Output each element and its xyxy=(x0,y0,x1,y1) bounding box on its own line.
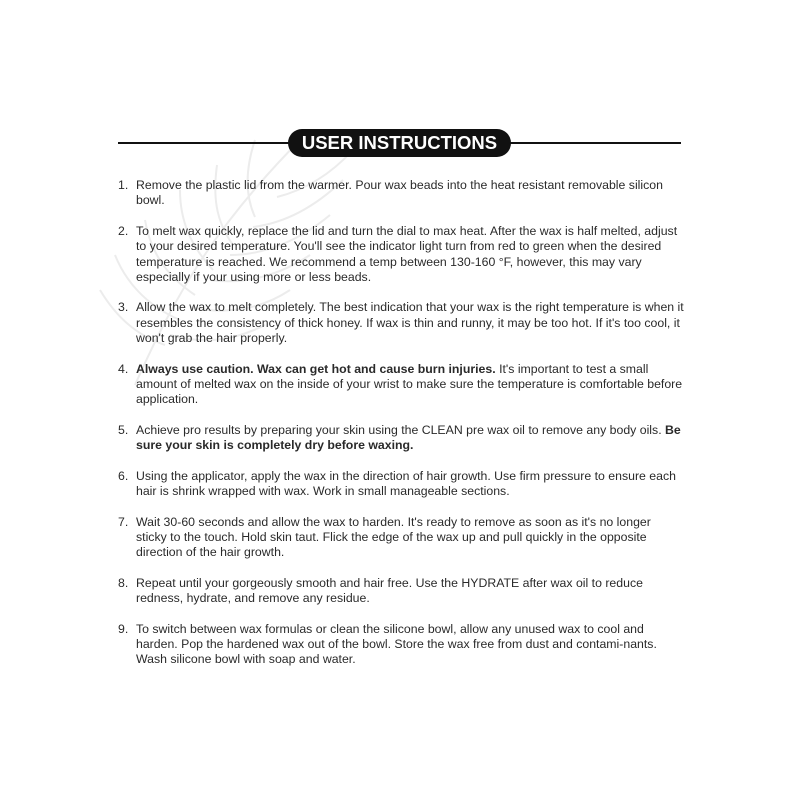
header-rule-left xyxy=(118,142,298,144)
instruction-number: 9. xyxy=(118,621,129,636)
instruction-text xyxy=(136,576,643,605)
instruction-text xyxy=(136,469,676,498)
instruction-body: Wait 30-60 seconds and allow the wax to harden. It's ready to remove as soon as it's no longer sticky to the touch. Hold skin taut. Flick the edge of the wax up and pull quickly in the opposite direction of the hair growth. xyxy=(136,514,651,560)
instruction-tail-bold: Be sure your skin is completely dry before waxing. xyxy=(136,422,681,453)
instruction-text xyxy=(136,178,663,207)
instruction-item xyxy=(118,469,684,500)
instruction-text xyxy=(136,423,681,452)
instruction-body: Achieve pro results by preparing your skin using the CLEAN pre wax oil to remove any body oils. xyxy=(136,422,666,437)
instruction-text xyxy=(136,224,677,284)
instruction-item xyxy=(118,300,684,346)
instruction-list xyxy=(118,178,684,683)
instruction-text xyxy=(136,362,682,407)
instruction-body: To melt wax quickly, replace the lid and turn the dial to max heat. After the wax is half melted, adjust to your desired temperature. You'll see the indicator light turn from red to green when the desired temperature is reached. We recommend a temp between 130-160 °F, however, this may vary especially if your using more or less beads. xyxy=(136,223,678,285)
instruction-item xyxy=(118,362,684,408)
instruction-number: 1. xyxy=(118,178,129,192)
instruction-item xyxy=(118,622,684,668)
instruction-number: 7. xyxy=(118,514,129,529)
instruction-item xyxy=(118,576,684,607)
instruction-body: Allow the wax to melt completely. The best indication that your wax is the right temperature is when it resembles the consistency of thick honey. If wax is thin and runny, it may be too hot. If it's too cool, it won't grab the hair properly. xyxy=(136,300,684,346)
instruction-number: 8. xyxy=(118,575,129,590)
instruction-body: Remove the plastic lid from the warmer. Pour wax beads into the heat resistant removable silicon bowl. xyxy=(136,178,663,208)
instruction-item xyxy=(118,423,684,454)
instruction-text xyxy=(136,622,657,667)
instruction-lead-bold: Always use caution. Wax can get hot and cause burn injuries. xyxy=(136,361,496,376)
instruction-number: 5. xyxy=(118,422,129,437)
section-header xyxy=(118,129,681,157)
instruction-body: Repeat until your gorgeously smooth and hair free. Use the HYDRATE after wax oil to reduce redness, hydrate, and remove any residue. xyxy=(136,575,643,606)
header-rule-right xyxy=(504,142,681,144)
instruction-body: It's important to test a small amount of melted wax on the inside of your wrist to make sure the temperature is comfortable before application. xyxy=(136,361,683,407)
page-title: USER INSTRUCTIONS xyxy=(288,129,511,157)
instruction-body: Using the applicator, apply the wax in the direction of hair growth. Use firm pressure to ensure each hair is shrink wrapped with wax. Work in small manageable sections. xyxy=(136,468,676,499)
instruction-number: 6. xyxy=(118,468,129,483)
instruction-item xyxy=(118,224,684,286)
instruction-item xyxy=(118,178,684,209)
instruction-number: 4. xyxy=(118,361,129,376)
instruction-text xyxy=(136,515,651,560)
instruction-text xyxy=(136,300,684,345)
instruction-number: 2. xyxy=(118,223,129,238)
instruction-body: To switch between wax formulas or clean the silicone bowl, allow any unused wax to cool and harden. Pop the hardened wax out of the bowl. Store the wax free from dust and contami-nants. Wash silicone bowl with soap and water. xyxy=(136,621,657,667)
instruction-number: 3. xyxy=(118,300,129,315)
instruction-item xyxy=(118,515,684,561)
